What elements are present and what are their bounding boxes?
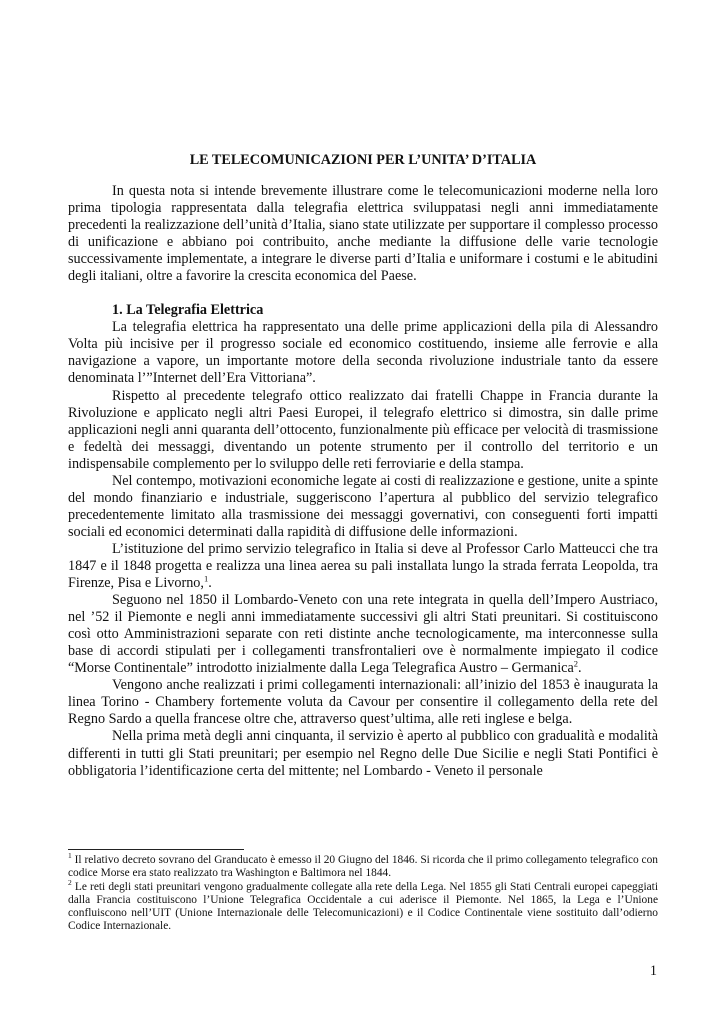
paragraph-text-end: .: [208, 575, 212, 592]
footnote-reference: 2: [573, 658, 579, 669]
footnote: [68, 851, 658, 881]
document-title: LE TELECOMUNICAZIONI PER L’UNITA’ D’ITALIA: [189, 152, 537, 168]
paragraph-text: L’istituzione del primo servizio telegrafico in Italia si deve al Professor Carlo Matteucci che tra 1847 e il 1848 progetta e realizza una linea aerea su pali installata lungo la strada ferrata Leopolda, tra Firenze, Pisa e Livorno,: [68, 540, 658, 592]
footnote: [68, 877, 658, 934]
body-paragraph: Nel contempo, motivazioni economiche legate ai costi di realizzazione e gestione, unite a spinte del mondo finanziario e industriale, suggeriscono l’apertura al pubblico del servizio telegrafico precedentemente limitato alla trasmissione dei messaggi governativi, con conseguenti forti impatti sociali ed economici determinati dalla rapidità di diffusione delle informazioni.: [68, 472, 658, 540]
document-body: [68, 183, 658, 780]
footnote-text: Le reti degli stati preunitari vengono gradualmente collegate alla rete della Lega. Nel 1855 gli Stati Centrali europei capeggiati dalla Francia costituiscono l’Unione Telegrafica Occidentale a cui aderisce il Piemonte. Nel 1865, la Lega e l’Unione confluiscono nell’UIT (Unione Internazionale delle Telecomunicazioni) e il Codice Continentale viene sostituito dall’odierno Codice Internazionale.: [68, 880, 658, 933]
paragraph-text: Seguono nel 1850 il Lombardo-Veneto con una rete integrata in quella dell’Impero Austriaco, nel ’52 il Piemonte e negli anni immediatamente successivi gli altri Stati preunitari. Si costituiscono così otto Amministrazioni separate con reti distinte anche tecnologicamente, ma interconnesse sulla base di accordi stipulati per i collegamenti transfrontalieri ove è normalmente impiegato il codice “Morse Continentale” introdotto inizialmente dalla Lega Telegrafica Austro – Germanica: [68, 592, 658, 677]
page-number: 1: [649, 963, 657, 979]
footnote-reference: 1: [203, 573, 209, 584]
paragraph-text-end: .: [578, 660, 582, 677]
footnote-mark: 2: [68, 877, 72, 887]
section-heading: 1. La Telegrafia Elettrica: [112, 302, 264, 319]
body-paragraph: [68, 541, 658, 592]
body-paragraph: La telegrafia elettrica ha rappresentato una delle prime applicazioni della pila di Alessandro Volta più incisive per il progresso sociale ed economico costituendo, insieme alle ferrovie e alla navigazione a vapore, un importante motore della seconda rivoluzione industriale tanto da essere denominata l’”Internet dell’Era Vittoriana”.: [68, 319, 658, 387]
footnote-separator: [68, 849, 244, 850]
body-paragraph: [68, 592, 658, 677]
footnote-mark: 1: [68, 851, 72, 861]
footnote-text: Il relativo decreto sovrano del Granducato è emesso il 20 Giugno del 1846. Si ricorda che il primo collegamento telegrafico con codice Morse era stato realizzato tra Washington e Baltimora nel 1844.: [68, 854, 658, 880]
body-paragraph: Rispetto al precedente telegrafo ottico realizzato dai fratelli Chappe in Francia durante la Rivoluzione e applicato negli altri Paesi Europei, il telegrafo elettrico si dimostra, sin dalle prime applicazioni negli anni quaranta dell’ottocento, funzionalmente più efficace per velocità di trasmissione e fedeltà dei messaggi, diventando un potente strumento per il controllo del territorio e un indispensabile complemento per lo sviluppo delle reti ferroviarie e della stampa.: [68, 387, 658, 472]
intro-paragraph: In questa nota si intende brevemente illustrare come le telecomunicazioni moderne nella loro prima tipologia rappresentata dalla telegrafia elettrica sviluppatasi negli anni immediatamente precedenti la realizzazione dell’unità d’Italia, siano state utilizzate per supportare il complesso processo di unificazione e abbiano poi contribuito, anche mediante la diffusione delle varie tecnologie successivamente implementate, a integrare le diverse parti d’Italia e uniformare i costumi e le abitudini degli italiani, oltre a favorire la crescita economica del Paese.: [68, 183, 658, 285]
footnotes: [68, 851, 658, 934]
body-paragraph: Nella prima metà degli anni cinquanta, il servizio è aperto al pubblico con gradualità e modalità differenti in tutti gli Stati preunitari; per esempio nel Regno delle Due Sicilie e negli Stati Pontifici è obbligatoria l’identificazione certa del mittente; nel Lombardo - Veneto il personale: [68, 728, 658, 779]
body-paragraph: Vengono anche realizzati i primi collegamenti internazionali: all’inizio del 1853 è inaugurata la linea Torino - Chambery fortemente voluta da Cavour per consentire il collegamento della rete del Regno Sardo a quella francese oltre che, attraverso quest’ultima, alle reti inglese e belga.: [68, 677, 658, 728]
